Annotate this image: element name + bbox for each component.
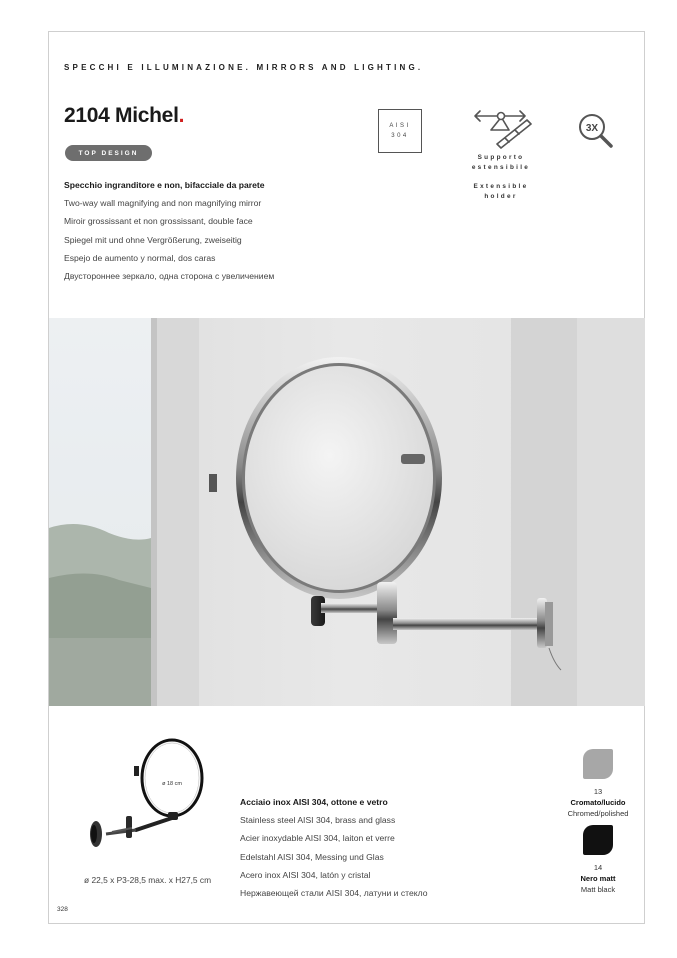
description-fr: Miroir grossissant et non grossissant, double face: [64, 216, 253, 227]
holder-it-line1: Supporto: [477, 154, 525, 161]
magnifying-glass-icon: [576, 109, 616, 151]
finish-swatch-black: [583, 825, 613, 855]
extensible-holder-icon: [469, 104, 533, 152]
dimensions: ø 22,5 x P3-28,5 max. x H27,5 cm: [84, 875, 212, 885]
holder-it-line2: estensibile: [471, 164, 531, 171]
description-en: Two-way wall magnifying and non magnifying mirror: [64, 198, 262, 209]
description-es: Espejo de aumento y normal, dos caras: [64, 252, 216, 263]
aisi-number: 304: [391, 133, 409, 139]
aisi-label: AISI: [389, 123, 411, 129]
description-ru: Двустороннее зеркало, одна сторона с увеличением: [64, 270, 275, 281]
extensible-holder-text: [455, 153, 547, 202]
material-it: Acciaio inox AISI 304, ottone e vetro: [240, 797, 388, 807]
finish-black: [558, 862, 638, 895]
aisi-304-icon: [378, 109, 422, 153]
material-de: Edelstahl AISI 304, Messing und Glas: [240, 851, 384, 862]
finish-name-it: Cromato/lucido: [570, 798, 626, 807]
finish-chrome: [558, 786, 638, 819]
description-it: Specchio ingranditore e non, bifacciale da parete: [64, 180, 265, 190]
holder-en-line1: Extensible: [473, 183, 529, 190]
finish-name-en: Chromed/polished: [567, 809, 629, 818]
material-fr: Acier inoxydable AISI 304, laiton et verre: [240, 833, 395, 844]
product-title: [64, 104, 184, 128]
material-ru: Нержавеющей стали AISI 304, латуни и стекло: [240, 887, 428, 898]
description-de: Spiegel mit und ohne Vergrößerung, zweiseitig: [64, 234, 242, 245]
section-header: SPECCHI E ILLUMINAZIONE. MIRRORS AND LIGHTING.: [64, 63, 424, 72]
title-accent-dot: .: [178, 104, 185, 127]
finish-swatch-chrome: [583, 749, 613, 779]
finish-code: 14: [593, 863, 603, 872]
product-photo: [49, 318, 645, 706]
diameter-label: ø 18 cm: [162, 781, 182, 787]
top-design-badge: TOP DESIGN: [65, 145, 152, 161]
product-descriptions: [64, 178, 274, 287]
product-diagram: [76, 730, 226, 860]
finish-name-en: Matt black: [580, 885, 616, 894]
magnify-label: 3X: [585, 123, 599, 134]
finish-name-it: Nero matt: [580, 874, 616, 883]
material-en: Stainless steel AISI 304, brass and glass: [240, 815, 396, 826]
product-title-text: 2104 Michel: [64, 104, 179, 127]
holder-en-line2: holder: [484, 193, 518, 200]
finish-code: 13: [593, 787, 603, 796]
materials-list: [240, 796, 428, 905]
material-es: Acero inox AISI 304, latón y cristal: [240, 869, 371, 880]
page-number: 328: [57, 906, 68, 913]
